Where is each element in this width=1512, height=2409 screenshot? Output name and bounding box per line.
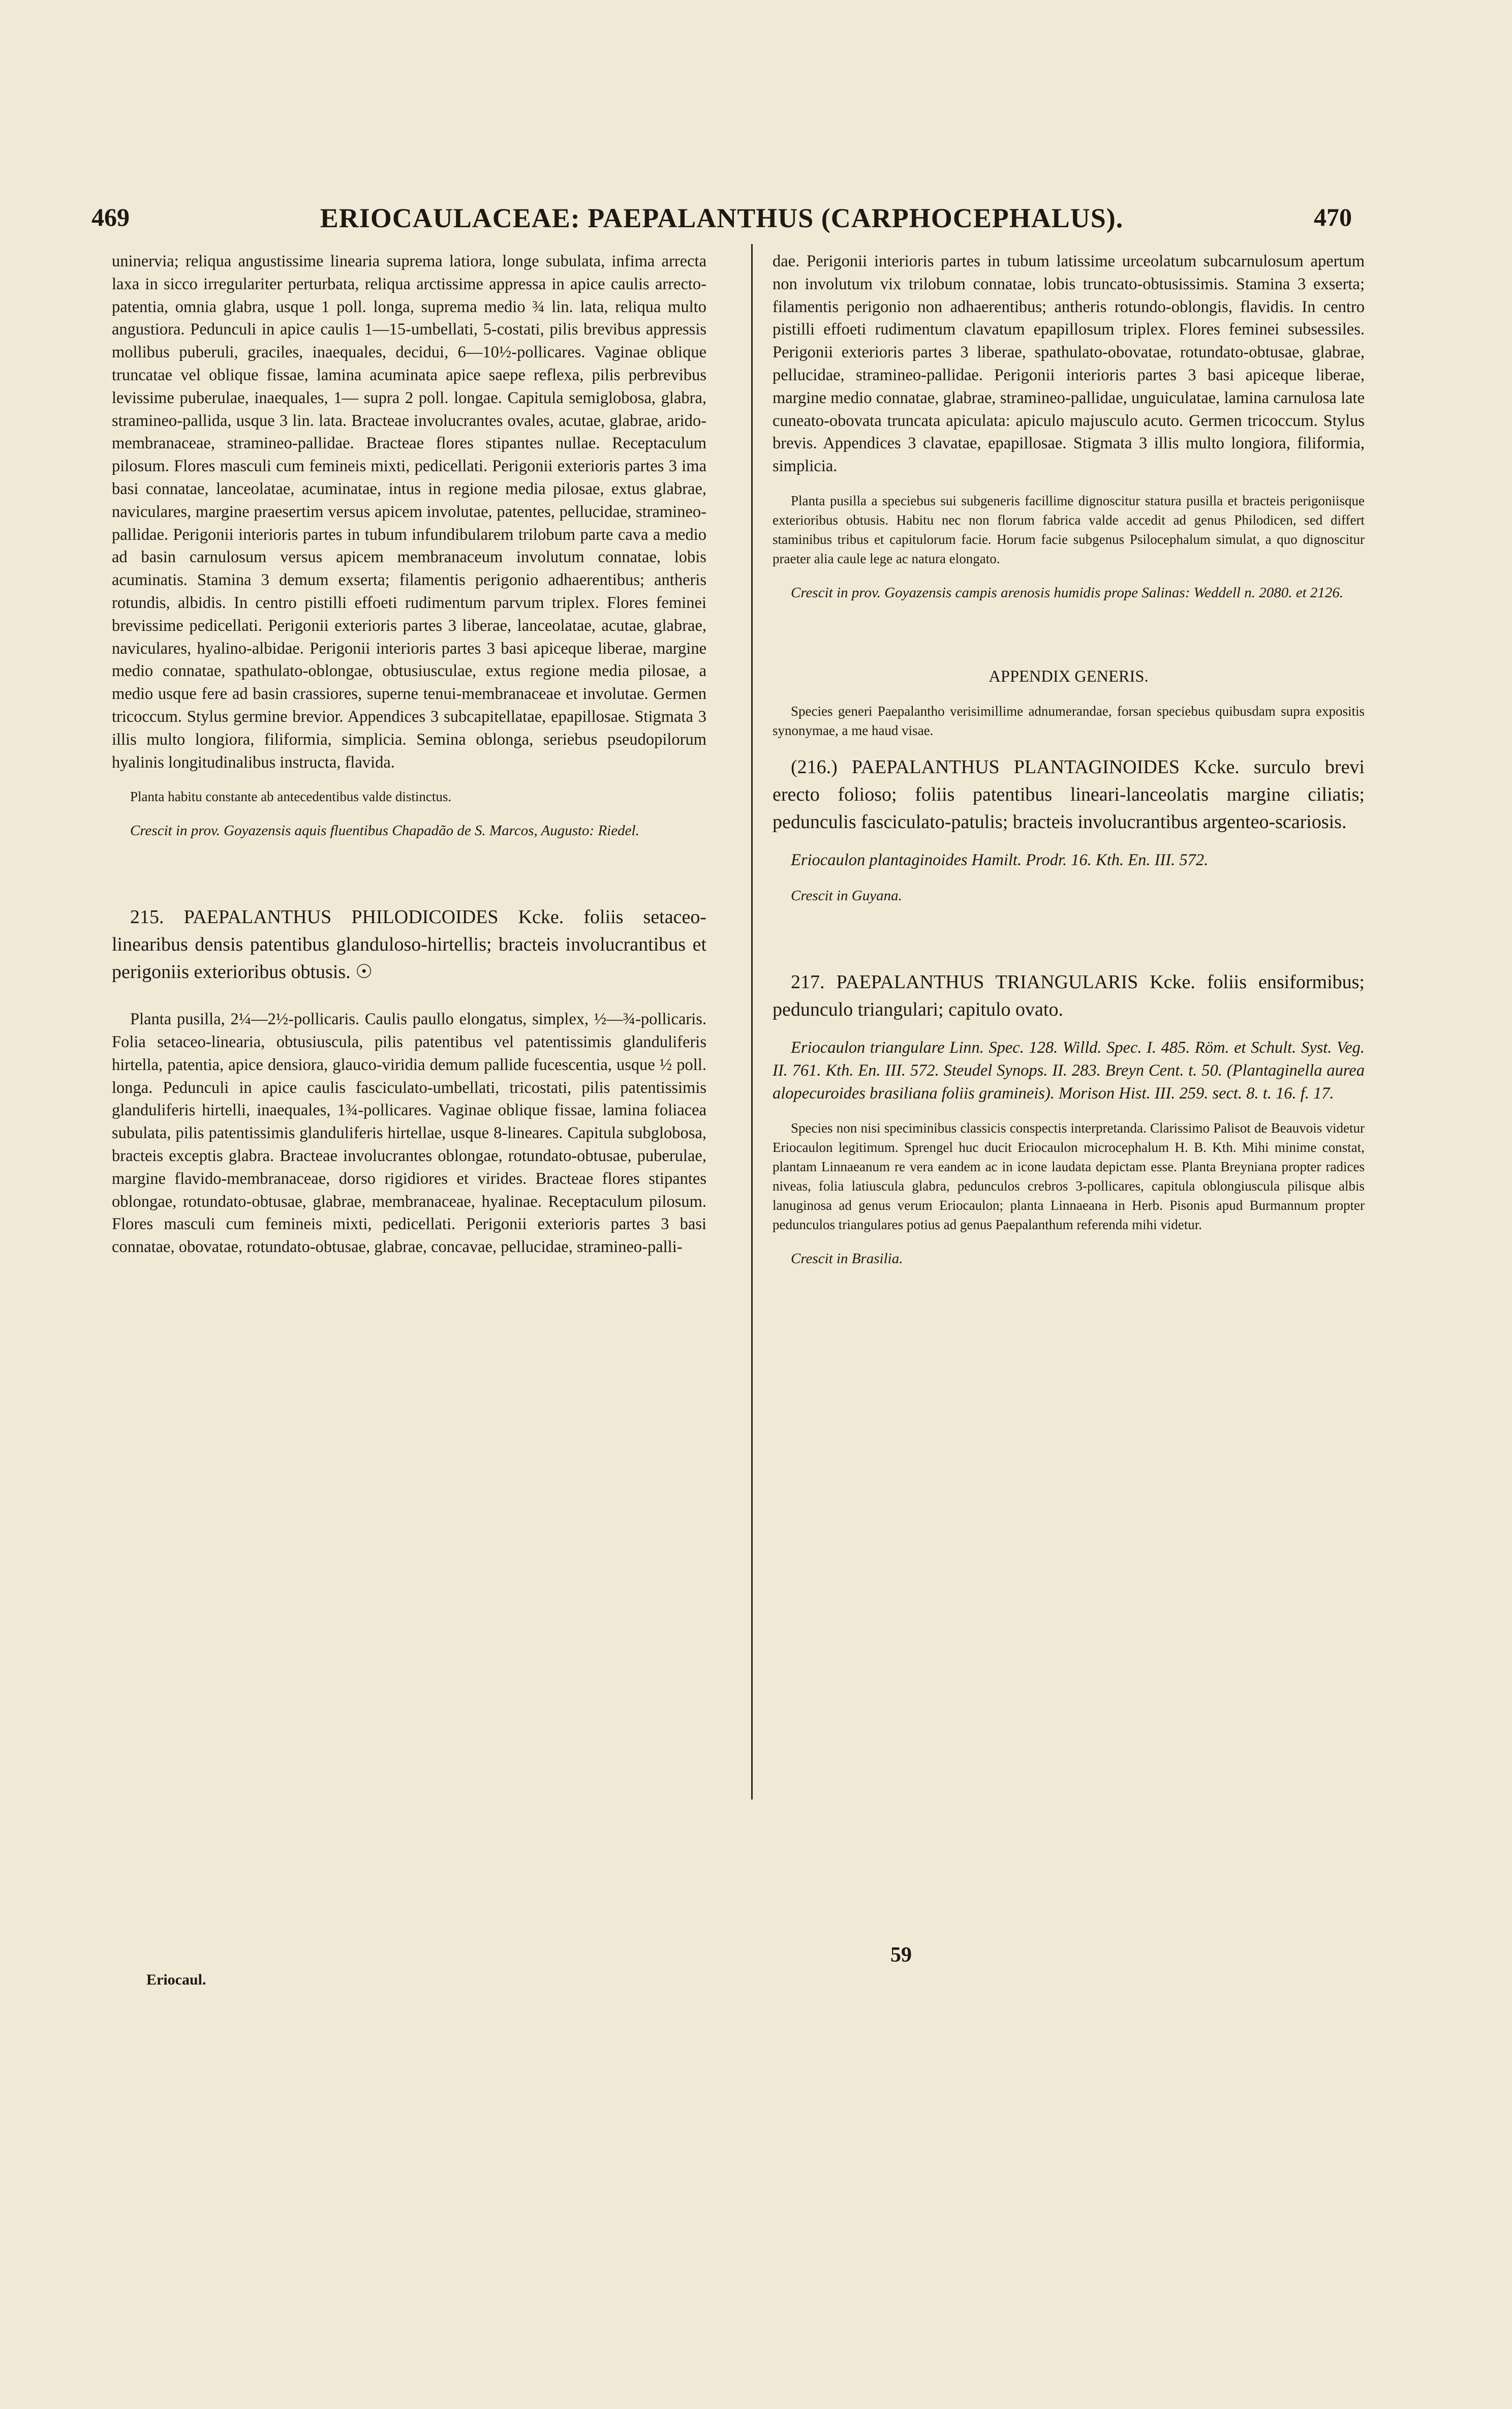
left-column: [112, 250, 706, 1259]
description-continued: dae. Perigonii interioris partes in tubum latissime urceolatum subcarnulosum apertum non involutum vix trilobum connatae, lobis truncato-obtusissimis. Stamina 3 exserta; filamentis perigonio non adhaerentibus; antheris rotundo-oblongis, flavidis. In centro pistilli effoeti rudimentum clavatum epapillosum triplex. Flores feminei subsessiles. Perigonii exterioris partes 3 liberae, spathulato-obovatae, rotundato-obtusae, glabrae, pellucidae, stramineo-pallidae. Perigonii interioris partes 3 basi apiceque liberae, margine medio connatae, glabrae, stramineo-pallidae, unguiculatae, lamina carnulosa late cuneato-obovata truncata apiculata: apiculo majusculo acuto. Germen tricoccum. Stylus brevis. Appendices 3 clavatae, epapillosae. Stigmata 3 illis multo longiora, filiformia, simplicia.: [773, 252, 1365, 476]
running-title: ERIOCAULACEAE: PAEPALANTHUS (CARPHOCEPHALUS).: [320, 203, 1124, 233]
species-216-locality: Crescit in Guyana.: [791, 888, 902, 904]
page-number-right: 470: [1314, 203, 1352, 231]
right-column: [773, 250, 1365, 1270]
species-216-synonymy: Eriocaulon plantaginoides Hamilt. Prodr. 16. Kth. En. III. 572.: [791, 850, 1209, 869]
habit-note: Planta habitu constante ab antecedentibus valde distinctus.: [130, 789, 452, 805]
appendix-intro: Species generi Paepalantho verisimillime adnumerandae, forsan speciebus quibusdam supra expositis synonymae, a me haud visae.: [773, 703, 1365, 738]
species-215-heading: 215. PAEPALANTHUS PHILODICOIDES Kcke. foliis setaceo-linearibus densis patentibus glanduloso-hirtellis; bracteis involucrantibus et perigoniis exterioribus obtusis. ☉: [112, 906, 706, 983]
running-header: [91, 202, 1352, 238]
diagnosis-note: Planta pusilla a speciebus sui subgeneris facillime dignoscitur statura pusilla et bracteis perigoniisque exterioribus obtusis. Habitu nec non florum fabrica valde accedit ad genus Philodicen, sed differt staminibus tribus et capitulorum facie. Horum facie subgenus Psilocephalum simulat, a quo dignoscitur praeter alia caule lege ac natura elongato.: [773, 493, 1365, 566]
sheet-number: 59: [890, 1943, 912, 1967]
locality-note: Crescit in prov. Goyazensis campis arenosis humidis prope Salinas: Weddell n. 2080. et 2126.: [791, 584, 1344, 601]
species-217-heading: 217. PAEPALANTHUS TRIANGULARIS Kcke. foliis ensiformibus; pedunculo triangulari; capitulo ovato.: [773, 971, 1365, 1021]
species-215-description: Planta pusilla, 2¼—2½-pollicaris. Caulis paullo elongatus, simplex, ½—¾-pollicaris. Folia setaceo-linearia, obtusiuscula, pilis patentibus vel patentissimis glanduliferis hirtella, patentia, apice densiora, glauco-viridia demum pallide fucescentia, usque ½ poll. longa. Pedunculi in apice caulis fasciculato-umbellati, tricostati, pilis patentissimis glanduliferis hirtelli, inaequales, 1¾-pollicares. Vaginae oblique fissae, lamina foliacea subulata, pilis patentissimis glanduliferis hirtellae, usque 8-lineares. Capitula subglobosa, bracteis exceptis glabra. Bracteae involucrantes oblongae, rotundato-obtusae, puberulae, margine flavido-membranaceae, dorso rigidiores et virides. Bracteae flores stipantes oblongae, rotundato-obtusae, glabrae, membranaceae, hyalinae. Receptaculum pilosum. Flores masculi cum femineis mixti, pedicellati. Perigonii exterioris partes 3 basi connatae, obovatae, rotundato-obtusae, glabrae, concavae, pellucidae, stramineo-palli-: [112, 1010, 706, 1257]
species-216-heading: (216.) PAEPALANTHUS PLANTAGINOIDES Kcke. surculo brevi erecto folioso; foliis patentibus lineari-lanceolatis margine ciliatis; pedunculis fasciculato-patulis; bracteis involucrantibus argenteo-scariosis.: [773, 756, 1365, 833]
species-217-locality: Crescit in Brasilia.: [791, 1250, 903, 1267]
appendix-heading: APPENDIX GENERIS.: [989, 667, 1149, 686]
column-divider: [751, 244, 753, 1800]
description-continued: uninervia; reliqua angustissime linearia suprema latiora, longe subulata, infima arrecta laxa in sicco irregulariter perturbata, reliqua arctissime appressa in apice caulis arrecto-patentia, omnia glabra, usque 1 poll. longa, suprema medio ¾ lin. lata, reliqua multo angustiora. Pedunculi in apice caulis 1—15-umbellati, 5-costati, pilis brevibus appressis mollibus puberuli, graciles, inaequales, decidui, 6—10½-pollicares. Vaginae oblique truncatae vel oblique fissae, lamina acuminata apice saepe reflexa, pilis perbrevibus levissime puberulae, inaequales, 1— supra 2 poll. longae. Capitula semiglobosa, glabra, stramineo-pallida, usque 3 lin. lata. Bracteae involucrantes ovales, acutae, glabrae, arido-membranaceae, stramineo-pallidae. Bracteae flores stipantes nullae. Receptaculum pilosum. Flores masculi cum femineis mixti, pedicellati. Perigonii exterioris partes 3 ima basi connatae, lanceolatae, acuminatae, intus in regione media pilosae, extus glabrae, naviculares, margine praesertim versus apicem involutae, patentes, pellucidae, stramineo-pallidae. Perigonii interioris partes in tubum infundibularem trilobum parte cava a medio ad basin carnulosum versus apicem membranaceum involutum connatae, lobis acuminatis. Stamina 3 demum exserta; filamentis perigonio adhaerentibus; antheris rotundis, albidis. In centro pistilli effoeti rudimentum parvum triplex. Flores feminei brevissime pedicellati. Perigonii exterioris partes 3 liberae, lanceolatae, acutae, glabrae, naviculares, hyalino-albidae. Perigonii interioris partes 3 basi apiceque liberae, margine medio connatae, spathulato-oblongae, obtusiusculae, extus regione media pilosae, a medio usque fere ad basin crassiores, superne tenui-membranaceae et involutae. Germen tricoccum. Stylus germine brevior. Appendices 3 subcapitellatae, epapillosae. Stigmata 3 illis multo longiora, filiformia, simplicia. Semina oblonga, seriebus pseudopilorum hyalinis longitudinalibus instructa, flavida.: [112, 252, 706, 772]
locality-note: Crescit in prov. Goyazensis aquis fluentibus Chapadão de S. Marcos, Augusto: Riedel.: [130, 822, 639, 839]
signature-mark: Eriocaul.: [146, 1971, 206, 1988]
species-217-note: Species non nisi speciminibus classicis conspectis interpretanda. Clarissimo Palisot de Beauvois videtur Eriocaulon legitimum. Sprengel huc ducit Eriocaulon microcephalum H. B. Kth. Mihi minime constat, plantam Linnaeanum re vera eandem ac in icone laudata depictam esse. Planta Breyniana propter radices niveas, folia latiuscula glabra, pedunculos crebros 3-pollicares, capitula oblongiuscula pilisque albis lanuginosa ad genus verum Eriocaulon; planta Linnaeana in Herb. Pisonis apud Burmannum propter pedunculos triangulares potius ad genus Paepalanthum referenda mihi videtur.: [773, 1120, 1365, 1232]
species-217-synonymy: Eriocaulon triangulare Linn. Spec. 128. Willd. Spec. I. 485. Röm. et Schult. Syst. Veg. II. 761. Kth. En. III. 572. Steudel Synops. II. 283. Breyn Cent. t. 50. (Plantaginella aurea alopecuroides brasiliana foliis gramineis). Morison Hist. III. 259. sect. 8. t. 16. f. 17.: [773, 1039, 1365, 1103]
page-number-left: 469: [91, 203, 130, 231]
